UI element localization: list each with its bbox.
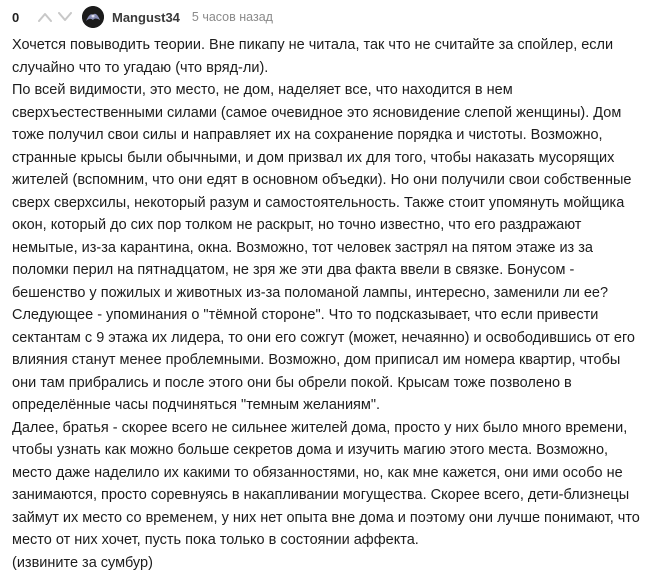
comment-paragraph: Следующее - упоминания о "тёмной стороне". Что то подсказывает, что если привести сектантам с 9 этажа их лидера, то они его сожгут (может, нечаянно) и освободившись от его влияния станут менее проблемными. Возможно, дом приписал им номера квартир, чтобы они там прибрались и после этого они бы обрели покой. Крысам тоже позволено в определённые часы подчиняться "темным желаниям". — [12, 304, 646, 417]
arrow-up-icon — [38, 12, 52, 22]
comment-paragraph: Далее, братья - скорее всего не сильнее жителей дома, просто у них было много времени, чтобы узнать как можно больше секретов дома и изучить магию этого места. Возможно, место даже наделило их какими то обязанностями, но, как мне кажется, они ими особо не занимаются, просто соревнуясь в накапливании могущества. Скорее всего, дети-близнецы займут их место со временем, у них нет опыта вне дома и поэтому они лучше понимают, что место от них хочет, пусть пока только в состоянии аффекта. — [12, 417, 646, 552]
user-avatar[interactable] — [82, 6, 104, 28]
arrow-down-icon — [58, 12, 72, 22]
vote-down-button[interactable] — [56, 8, 74, 26]
comment-header — [0, 0, 650, 34]
avatar-icon — [82, 6, 104, 28]
comment-paragraph: По всей видимости, это место, не дом, наделяет все, что находится в нем сверхъестественными силами (самое очевидное это ясновидение слепой женщины). Дом тоже получил свои силы и направляет их на сохранение порядка и чистоты. Возможно, странные крысы были обычными, и дом призвал их для того, чтобы наказать мусорящих жителей (вспомним, что они едят в основном объедки). Но они получили свои собственные сверх сверхсилы, некоторый разум и самостоятельность. Также стоит упомянуть мойщика окон, который до сих пор толком не раскрыт, но точно известно, что его раздражают немытые, из-за карантина, окна. Возможно, тот человек застрял на пятом этаже из за поломки перил на пятнадцатом, не зря же эти два факта ввели в связке. Бонусом - бешенство у пожилых и животных из-за поломаной лампы, интересно, заменили ли ее? — [12, 79, 646, 304]
comment-paragraph: Хочется повыводить теории. Вне пикапу не читала, так что не считайте за спойлер, если случайно что то угадаю (что вряд-ли). — [12, 34, 646, 79]
comment-body — [12, 34, 646, 574]
comment-rating: 0 — [12, 10, 24, 25]
username-link[interactable]: Mangust34 — [112, 10, 180, 25]
comment-timestamp: 5 часов назад — [192, 10, 273, 24]
vote-up-button[interactable] — [36, 8, 54, 26]
comment-paragraph: (извините за сумбур) — [12, 552, 646, 574]
